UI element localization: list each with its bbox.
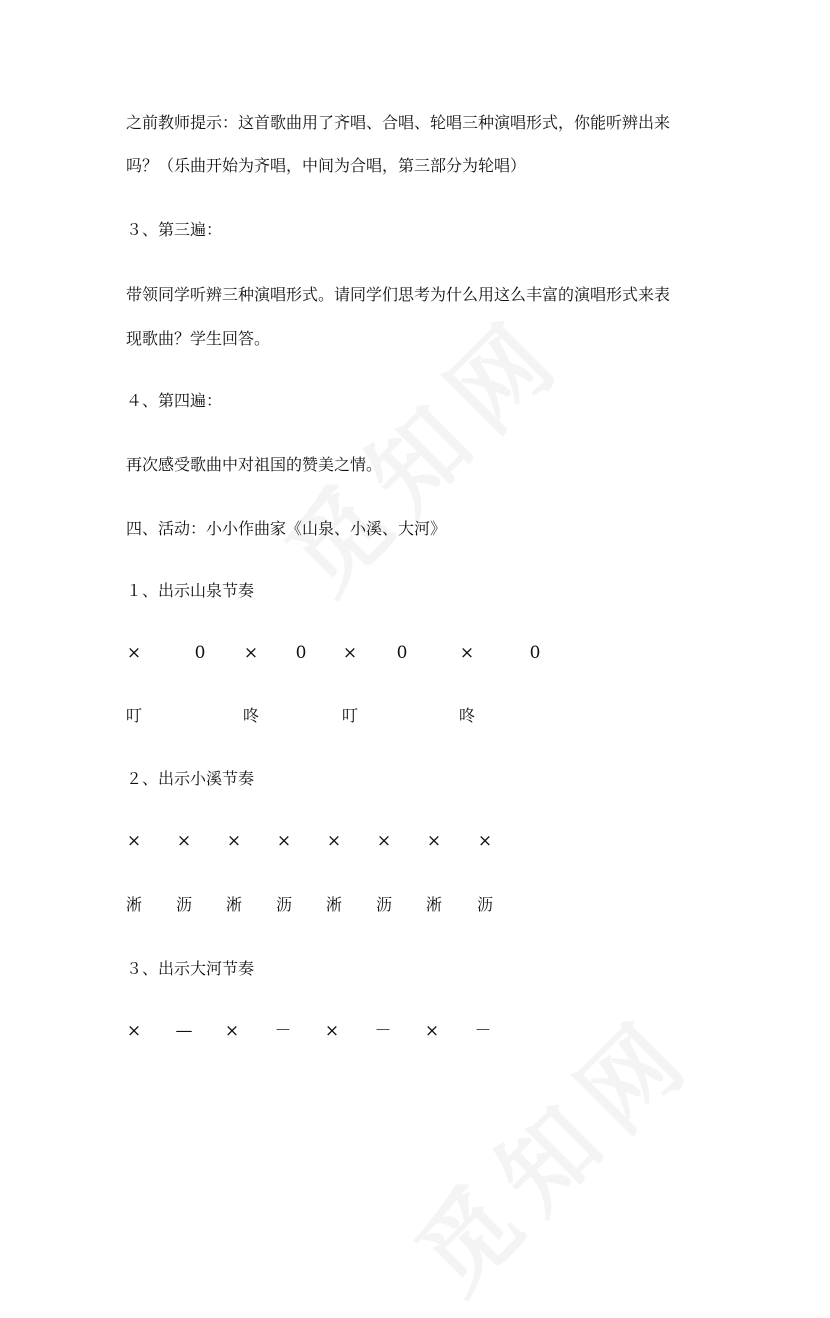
rhythm-note: × — [176, 831, 192, 851]
rhythm-word: 沥 — [275, 895, 293, 914]
heading-third-pass: ３、第三遍： — [126, 220, 223, 239]
rhythm-note: × — [276, 831, 292, 851]
rhythm-word: 沥 — [175, 895, 193, 914]
rhythm-note: × — [426, 831, 442, 851]
heading-dahe-rhythm: ３、出示大河节奏 — [126, 959, 255, 978]
heading-xiaoxi-rhythm: ２、出示小溪节奏 — [126, 769, 255, 788]
paragraph-teacher-hint-cont: 吗？（乐曲开始为齐唱，中间为合唱，第三部分为轮唱） — [126, 156, 527, 175]
rhythm-note: × — [243, 643, 259, 663]
rhythm-note: 0 — [396, 643, 408, 663]
rhythm-note: 0 — [194, 643, 206, 663]
rhythm-note: 0 — [529, 643, 541, 663]
rhythm-dash: － — [374, 1021, 392, 1041]
rhythm-word: 沥 — [476, 895, 494, 914]
rhythm-word: 淅 — [225, 895, 243, 914]
rhythm-note: × — [342, 643, 358, 663]
rhythm-word: 咚 — [458, 706, 476, 725]
rhythm-word: 淅 — [325, 895, 343, 914]
rhythm-note: × — [326, 831, 342, 851]
rhythm-word: 淅 — [425, 895, 443, 914]
rhythm-dash: － — [274, 1021, 292, 1041]
paragraph-feel-praise: 再次感受歌曲中对祖国的赞美之情。 — [126, 455, 383, 474]
rhythm-word: 淅 — [125, 895, 143, 914]
paragraph-teacher-hint: 之前教师提示：这首歌曲用了齐唱、合唱、轮唱三种演唱形式，你能听辨出来 — [126, 113, 671, 132]
heading-shanquan-rhythm: １、出示山泉节奏 — [126, 581, 255, 600]
paragraph-lead-listening-cont: 现歌曲？学生回答。 — [126, 329, 271, 348]
rhythm-note: × — [126, 643, 142, 663]
rhythm-note: × — [224, 1021, 240, 1041]
rhythm-note: × — [126, 1021, 142, 1041]
rhythm-word: 咚 — [242, 706, 260, 725]
rhythm-note: × — [376, 831, 392, 851]
rhythm-word: 叮 — [125, 706, 143, 725]
rhythm-note: × — [226, 831, 242, 851]
rhythm-word: 沥 — [375, 895, 393, 914]
heading-activity: 四、活动：小小作曲家《山泉、小溪、大河》 — [126, 519, 447, 538]
paragraph-lead-listening: 带领同学听辨三种演唱形式。请同学们思考为什么用这么丰富的演唱形式来表 — [126, 285, 671, 304]
rhythm-note: × — [424, 1021, 440, 1041]
rhythm-note: × — [126, 831, 142, 851]
heading-fourth-pass: ４、第四遍： — [126, 391, 223, 410]
rhythm-note: × — [477, 831, 493, 851]
rhythm-word: 叮 — [341, 706, 359, 725]
rhythm-dash: － — [474, 1021, 492, 1041]
watermark — [252, 279, 591, 618]
rhythm-note: × — [459, 643, 475, 663]
rhythm-note: 0 — [295, 643, 307, 663]
rhythm-dash: — — [175, 1021, 193, 1041]
rhythm-note: × — [324, 1021, 340, 1041]
